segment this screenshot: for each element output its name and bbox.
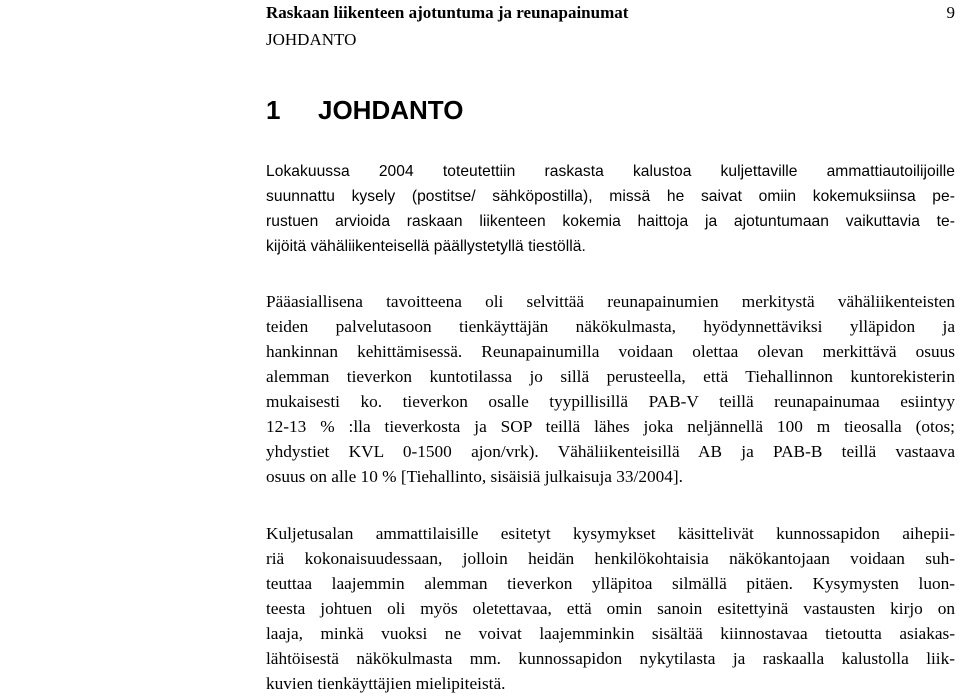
paragraph-line: kuvien tienkäyttäjien mielipiteistä.	[266, 674, 506, 693]
paragraph-line: kijöitä vähäliikenteisellä päällystetyllä tiestöllä.	[266, 238, 586, 255]
paragraph-line: Lokakuussa 2004 toteutettiin raskasta kalustoa kuljettaville ammattiautoilijoille	[266, 163, 955, 180]
paragraph-professional-questions	[266, 521, 955, 696]
paragraph-line: mukaisesti ko. tieverkon osalle tyypillisillä PAB-V teillä reunapainumaa esiintyy	[266, 392, 955, 411]
paragraph-line: Pääasiallisena tavoitteena oli selvittää reunapainumien merkitystä vähäliikenteisten	[266, 292, 955, 311]
paragraph-line: rustuen arvioida raskaan liikenteen kokemia haittoja ja ajotuntumaan vaikuttavia te-	[266, 213, 955, 230]
paragraph-line: Kuljetusalan ammattilaisille esitetyt kysymykset käsittelivät kunnossapidon aihepii-	[266, 524, 955, 543]
paragraph-line: teiden palvelutasoon tienkäyttäjän näkökulmasta, hyödynnettäviksi ylläpidon ja	[266, 317, 955, 336]
paragraph-survey-intro	[266, 159, 955, 259]
paragraph-line: alemman tieverkon kuntotilassa jo sillä perusteella, että Tiehallinnon kuntorekisterin	[266, 367, 955, 386]
paragraph-line: teesta johtuen oli myös oletettavaa, että omin sanoin esitettyinä vastausten kirjo on	[266, 599, 955, 618]
paragraph-line: yhdystiet KVL 0-1500 ajon/vrk). Vähäliikenteisillä AB ja PAB-B teillä vastaava	[266, 442, 955, 461]
paragraph-line: osuus on alle 10 % [Tiehallinto, sisäisiä julkaisuja 33/2004].	[266, 467, 683, 486]
paragraph-line: lähtöisestä näkökulmasta mm. kunnossapidon nykytilasta ja raskaalla kalustolla liik-	[266, 649, 955, 668]
chapter-heading	[266, 92, 463, 132]
chapter-number: 1	[266, 95, 281, 125]
paragraph-line: 12-13 % :lla tieverkosta ja SOP teillä lähes joka neljännellä 100 m tieosalla (otos;	[266, 417, 955, 436]
paragraph-line: laaja, minkä vuoksi ne voivat laajemminkin sisältää kiinnostavaa tietoutta asiakas-	[266, 624, 955, 643]
chapter-title: JOHDANTO	[318, 95, 464, 125]
page-number: 9	[946, 3, 955, 22]
paragraph-line: hankinnan kehittämisessä. Reunapainumilla voidaan olettaa olevan merkittävä osuus	[266, 342, 955, 361]
paragraph-line: teuttaa laajemmin alemman tieverkon ylläpitoa silmällä pitäen. Kysymysten luon-	[266, 574, 955, 593]
running-section-label: JOHDANTO	[266, 30, 357, 49]
paragraph-main-goal	[266, 289, 955, 489]
running-title: Raskaan liikenteen ajotuntuma ja reunapainumat	[266, 3, 629, 22]
running-header	[266, 1, 960, 25]
paragraph-line: suunnattu kysely (postitse/ sähköpostilla), missä he saivat omiin kokemuksiinsa pe-	[266, 188, 955, 205]
paragraph-line: riä kokonaisuudessaan, jolloin heidän henkilökohtaisia näkökantojaan voidaan suh-	[266, 549, 955, 568]
